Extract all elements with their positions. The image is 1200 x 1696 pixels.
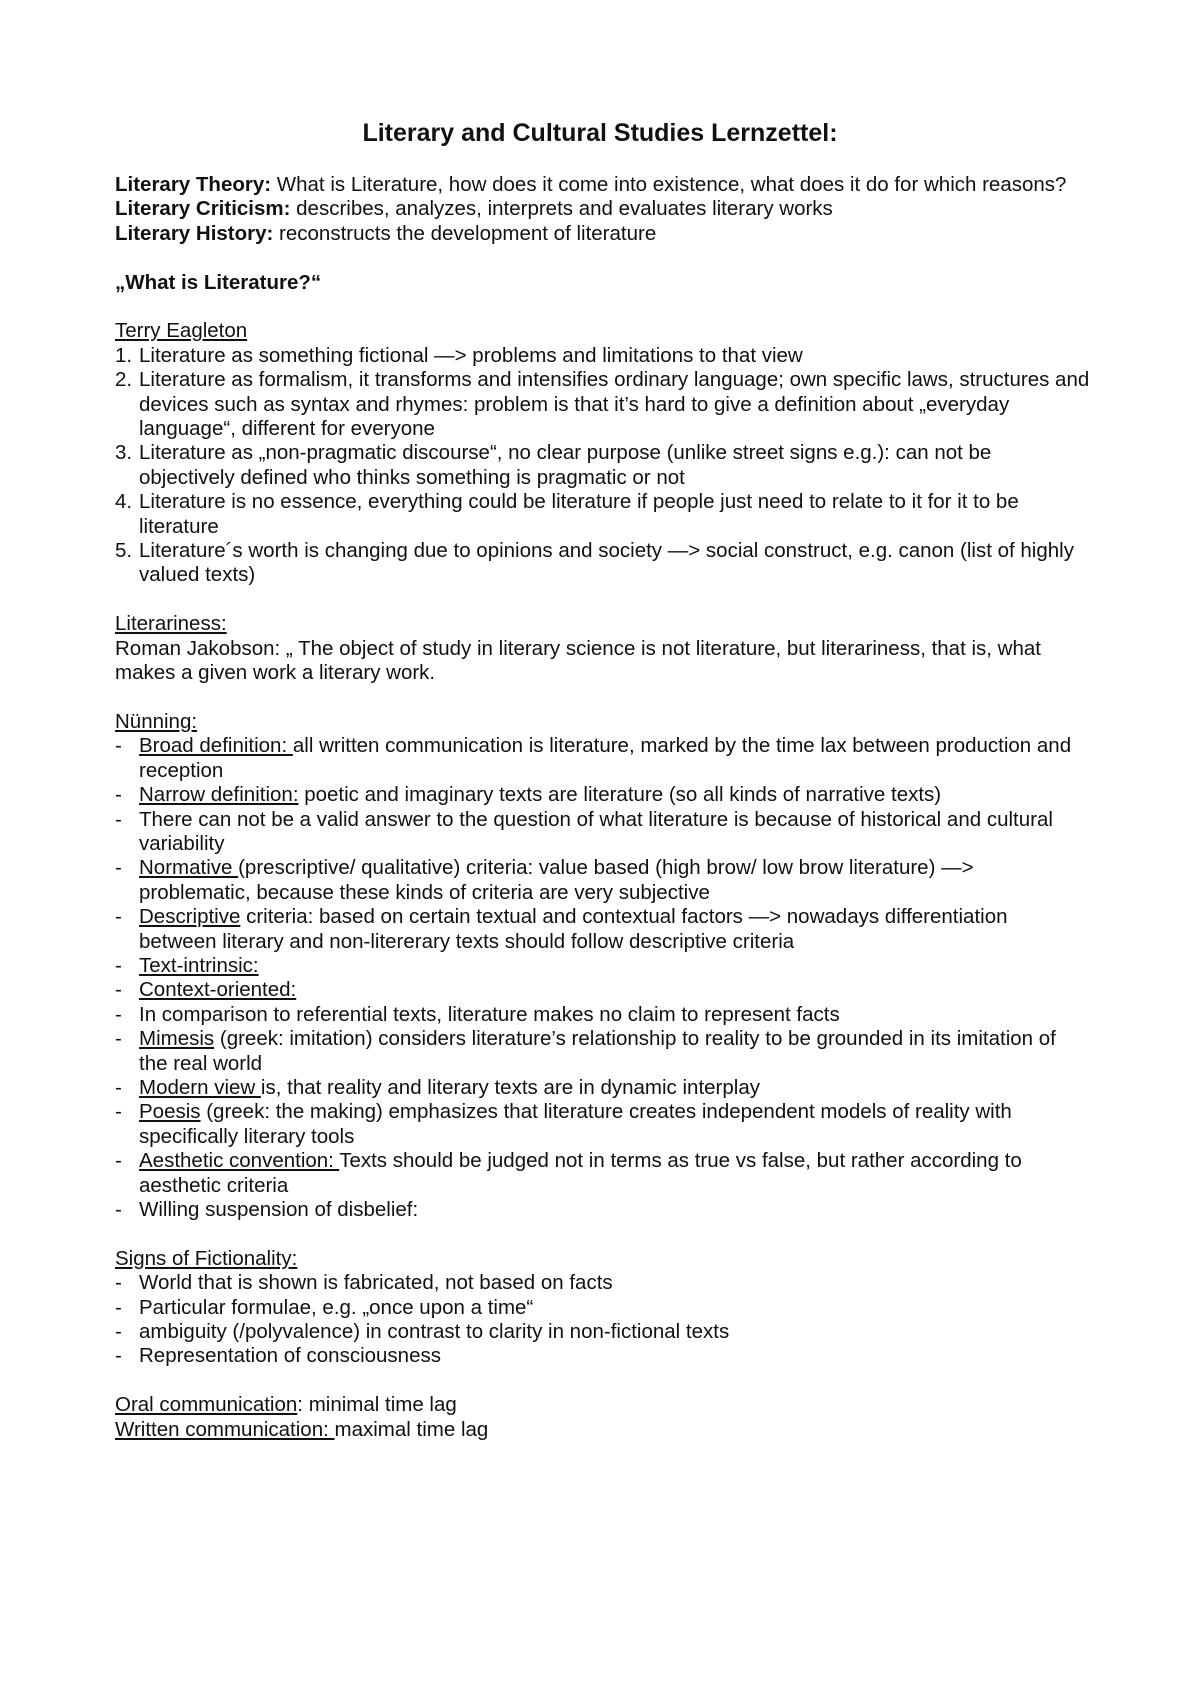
question-heading: „What is Literature?“: [115, 270, 322, 294]
fictionality-heading: Signs of Fictionality:: [115, 1246, 298, 1270]
nunning-list: [115, 734, 1090, 1222]
definition-term: Literary Criticism: [115, 197, 284, 221]
list-item: - Willing suspension of disbelief:: [115, 1198, 419, 1221]
list-item: - World that is shown is fabricated, not based on facts: [115, 1271, 613, 1295]
literariness-heading: Literariness:: [115, 612, 227, 636]
eagleton-heading: Terry Eagleton: [115, 319, 248, 343]
list-item: 4. Literature is no essence, everything could be literature if people just need to relate to it for it to be literature: [115, 490, 1019, 538]
definition-term: Literary Theory: [115, 173, 265, 196]
definition-literary-theory: Literary Theory: What is Literature, how does it come into existence, what does it do for which reasons?: [115, 173, 1067, 196]
definition-literary-criticism: Literary Criticism: describes, analyzes, interprets and evaluates literary works: [115, 197, 833, 221]
list-item: - Text-intrinsic:: [115, 953, 259, 977]
list-item: 1. Literature as something fictional —> problems and limitations to that view: [115, 343, 803, 367]
list-item: - ambiguity (/polyvalence) in contrast to clarity in non-fictional texts: [115, 1320, 730, 1344]
list-item: - Representation of consciousness: [115, 1344, 441, 1368]
definition-text: What is Literature, how does it come into existence, what does it do for which reasons?: [271, 173, 1067, 196]
list-item: 5. Literature´s worth is changing due to opinions and society —> social construct, e.g. canon (list of highly valued texts): [115, 539, 1074, 587]
list-item: - In comparison to referential texts, literature makes no claim to represent facts: [115, 1002, 840, 1026]
oral-communication-line: Oral communication: minimal time lag: [115, 1393, 457, 1417]
page-title: Literary and Cultural Studies Lernzettel:: [362, 119, 838, 147]
definition-text: reconstructs the development of literature: [273, 221, 657, 245]
list-item: - Aesthetic convention: Texts should be judged not in terms as true vs false, but rather according to aesthetic criteria: [115, 1149, 1022, 1197]
list-item: - Context-oriented:: [115, 978, 297, 1002]
list-item: - There can not be a valid answer to the question of what literature is because of historical and cultural variability: [115, 807, 1053, 855]
definition-literary-history: Literary History: reconstructs the development of literature: [115, 221, 657, 245]
fictionality-list: [115, 1271, 1090, 1369]
document-body: [115, 173, 1090, 1442]
list-item: 3. Literature as „non-pragmatic discourse“, no clear purpose (unlike street signs e.g.): can not be objectively defined who thinks something is pragmatic or not: [115, 441, 992, 489]
list-item: - Particular formulae, e.g. „once upon a time“: [115, 1295, 534, 1319]
nunning-heading: Nünning:: [115, 709, 198, 733]
list-item: 2. Literature as formalism, it transforms and intensifies ordinary language; own specific laws, structures and devices such as syntax and rhymes: problem is that it’s hard to give a definition about „everyday language“, different for everyone: [115, 368, 1090, 441]
list-item: - Modern view is, that reality and literary texts are in dynamic interplay: [115, 1075, 760, 1099]
literariness-quote: Roman Jakobson: „ The object of study in literary science is not literature, but literariness, that is, what makes a given work a literary work.: [115, 636, 1041, 685]
list-item: - Poesis (greek: the making) emphasizes that literature creates independent models of reality with specifically literary tools: [115, 1100, 1012, 1148]
list-item: - Narrow definition: poetic and imaginary texts are literature (so all kinds of narrative texts): [115, 783, 942, 807]
list-item: - Mimesis (greek: imitation) considers literature’s relationship to reality to be grounded in its imitation of the real world: [115, 1027, 1056, 1075]
list-item: - Normative (prescriptive/ qualitative) criteria: value based (high brow/ low brow literature) —> problematic, because these kinds of criteria are very subjective: [115, 856, 974, 904]
list-item: - Broad definition: all written communication is literature, marked by the time lax between production and reception: [115, 734, 1072, 782]
definition-text: describes, analyzes, interprets and evaluates literary works: [290, 197, 833, 221]
written-communication-line: Written communication: maximal time lag: [115, 1417, 489, 1441]
list-item: - Descriptive criteria: based on certain textual and contextual factors —> nowadays differentiation between literary and non-litererary texts should follow descriptive criteria: [115, 905, 1008, 953]
definition-term: Literary History: [115, 221, 267, 245]
eagleton-list: [115, 344, 1090, 588]
